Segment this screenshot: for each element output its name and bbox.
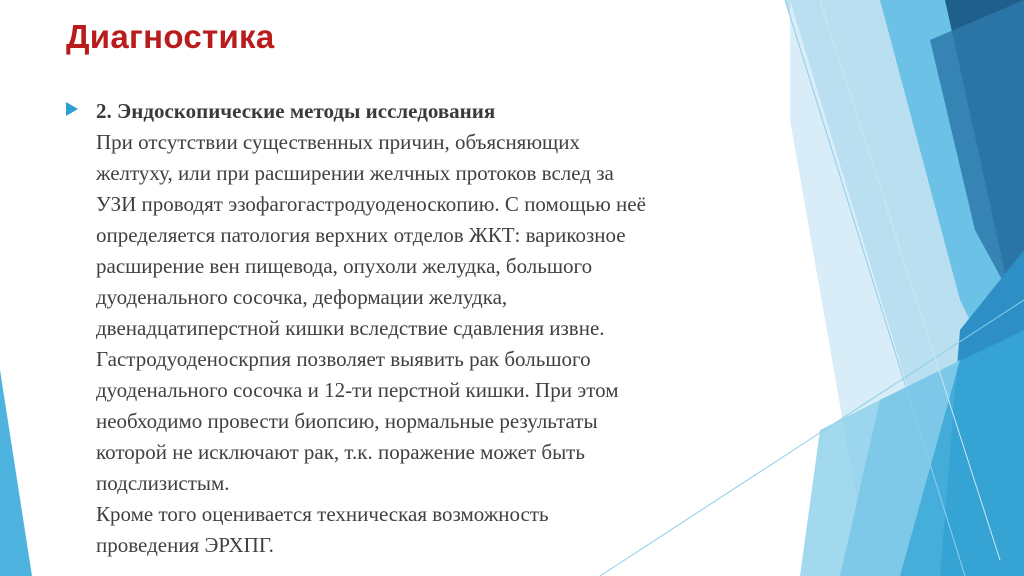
slide-title: Диагностика (66, 18, 275, 55)
body-line: желтуху, или при расширении желчных протоков вслед за (96, 161, 614, 185)
body-line: которой не исключают рак, т.к. поражение может быть (96, 440, 585, 464)
left-edge-shape (0, 370, 32, 576)
body-line: определяется патология верхних отделов ЖКТ: варикозное (96, 223, 626, 247)
body-line: дуоденального сосочка, деформации желудка, (96, 285, 508, 309)
body-line: необходимо провести биопсию, нормальные результаты (96, 409, 598, 433)
body-line: дуоденального сосочка и 12-ти перстной кишки. При этом (96, 378, 619, 402)
body-line: Кроме того оценивается техническая возможность (96, 502, 549, 526)
body-line: расширение вен пищевода, опухоли желудка, большого (96, 254, 593, 278)
body-line: Гастродуоденоскрпия позволяет выявить рак большого (96, 347, 591, 371)
body-line: проведения ЭРХПГ. (96, 533, 274, 557)
section-heading: 2. Эндоскопические методы исследования (96, 99, 496, 123)
body-line: При отсутствии существенных причин, объясняющих (96, 130, 580, 154)
body-line: подслизистым. (96, 471, 230, 495)
body-line: двенадцатиперстной кишки вследствие сдавления извне. (96, 316, 605, 340)
body-line: УЗИ проводят эзофагогастродуоденоскопию. С помощью неё (96, 192, 646, 216)
slide-body (96, 96, 796, 561)
bullet-arrow-icon (66, 102, 78, 116)
